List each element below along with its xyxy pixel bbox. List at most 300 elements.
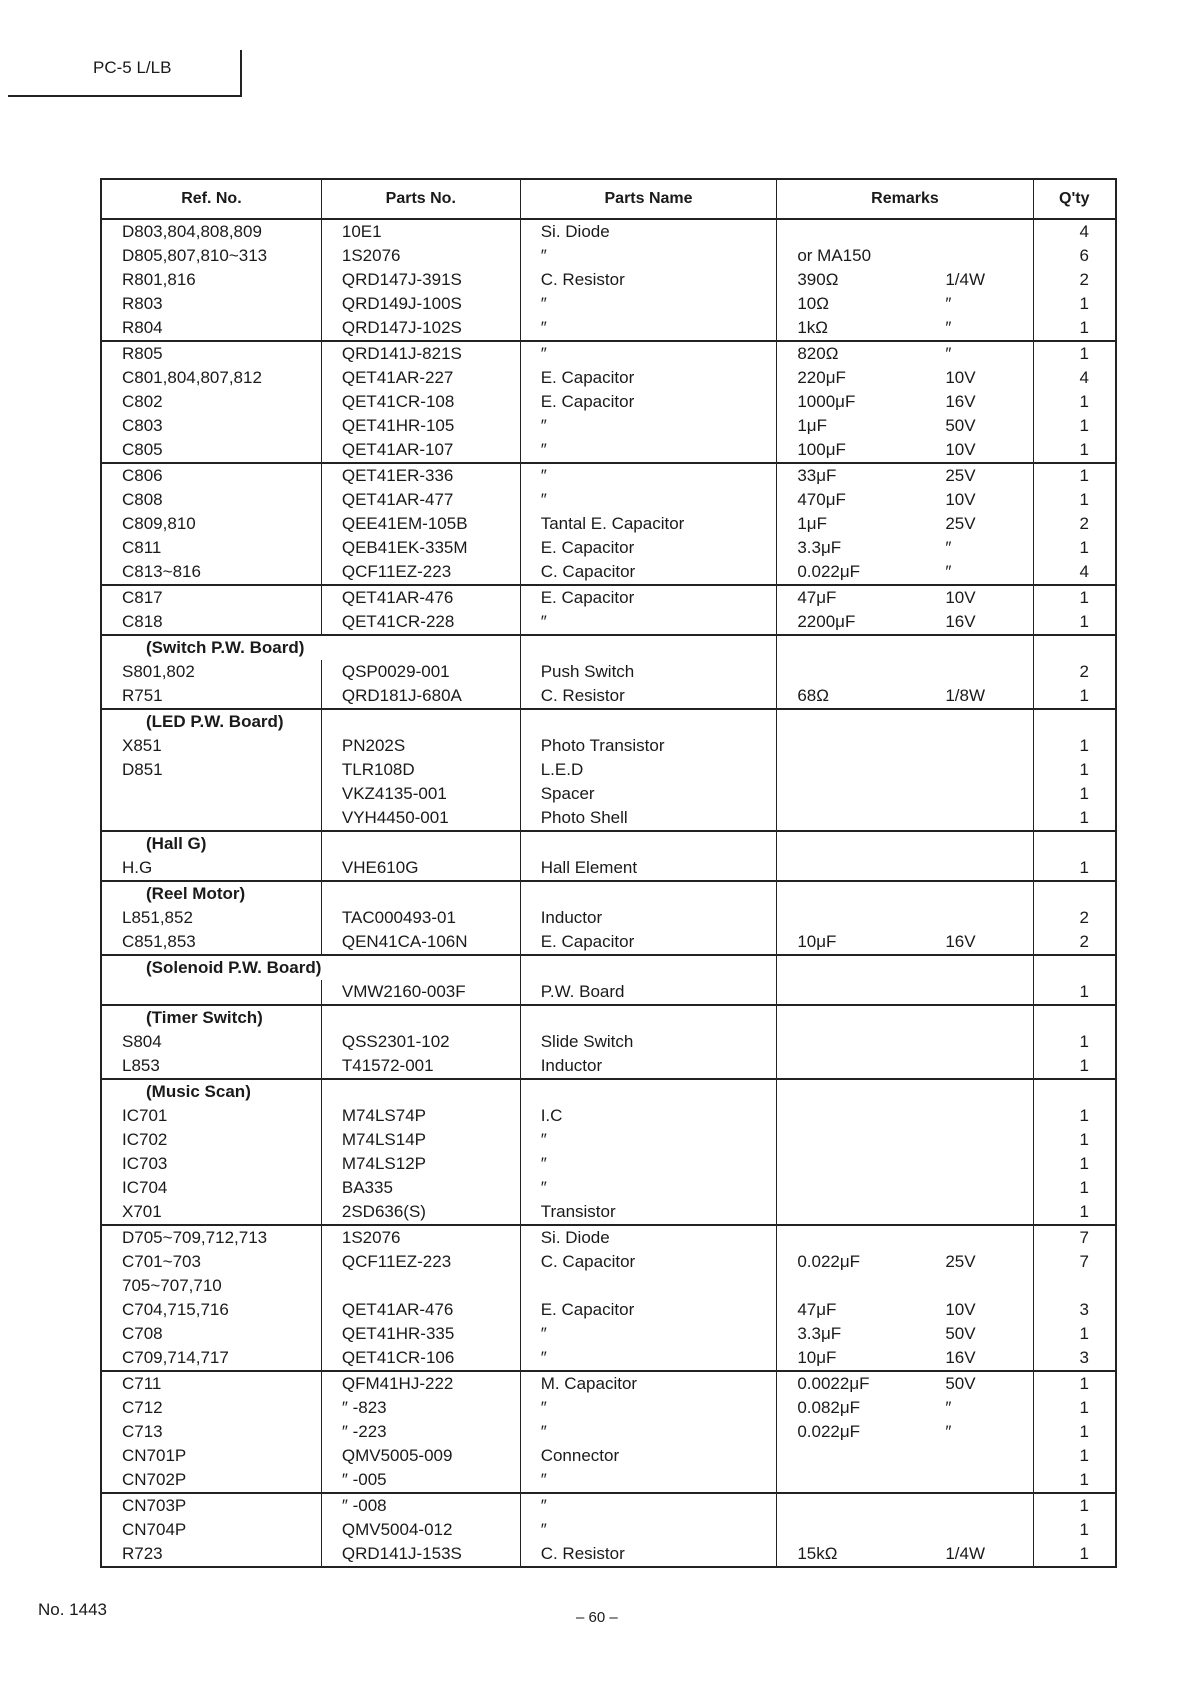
remarks-cell xyxy=(777,758,1033,782)
qty-cell xyxy=(1033,955,1116,980)
remarks-cell xyxy=(777,1322,1033,1346)
remarks-value: 0.0022μF xyxy=(797,1374,870,1393)
parts-no-cell: ″ -005 xyxy=(321,1468,520,1493)
ref-no-cell: H.G xyxy=(101,856,321,881)
remarks-cell xyxy=(777,268,1033,292)
remarks-spec: 50V xyxy=(945,416,976,435)
group-label: (Timer Switch) xyxy=(101,1005,321,1030)
ref-no-cell: C813~816 xyxy=(101,560,321,585)
parts-name-cell: ″ xyxy=(520,488,777,512)
qty-cell: 1 xyxy=(1033,414,1116,438)
parts-name-cell xyxy=(520,709,777,734)
parts-name-cell: Connector xyxy=(520,1444,777,1468)
table-row xyxy=(101,244,1116,268)
ref-no-cell: C809,810 xyxy=(101,512,321,536)
table-row xyxy=(101,366,1116,390)
qty-cell: 1 xyxy=(1033,856,1116,881)
parts-no-cell: QCF11EZ-223 xyxy=(321,560,520,585)
ref-no-cell: C817 xyxy=(101,585,321,610)
remarks-cell xyxy=(777,684,1033,709)
group-header-row xyxy=(101,635,1116,660)
qty-cell: 1 xyxy=(1033,1371,1116,1396)
remarks-cell xyxy=(777,1468,1033,1493)
parts-no-cell: TAC000493-01 xyxy=(321,906,520,930)
column-header-ref-no: Ref. No. xyxy=(101,179,321,219)
remarks-cell xyxy=(777,463,1033,488)
parts-no-cell: QET41CR-106 xyxy=(321,1346,520,1371)
remarks-cell xyxy=(777,856,1033,881)
group-label: (Switch P.W. Board) xyxy=(101,635,321,660)
qty-cell: 1 xyxy=(1033,1200,1116,1225)
table-row xyxy=(101,660,1116,684)
parts-name-cell xyxy=(520,881,777,906)
remarks-cell xyxy=(777,1152,1033,1176)
table-row xyxy=(101,1054,1116,1079)
model-label-box xyxy=(8,50,242,97)
remarks-spec: 10V xyxy=(945,588,976,607)
ref-no-cell: S801,802 xyxy=(101,660,321,684)
qty-cell: 1 xyxy=(1033,1444,1116,1468)
table-row xyxy=(101,1420,1116,1444)
qty-cell: 1 xyxy=(1033,438,1116,463)
parts-name-cell: C. Resistor xyxy=(520,1542,777,1567)
parts-no-cell: TLR108D xyxy=(321,758,520,782)
parts-name-cell: ″ xyxy=(520,316,777,341)
qty-cell: 4 xyxy=(1033,219,1116,244)
group-header-row xyxy=(101,1079,1116,1104)
qty-cell: 1 xyxy=(1033,316,1116,341)
table-row xyxy=(101,316,1116,341)
parts-no-cell: QET41CR-108 xyxy=(321,390,520,414)
parts-no-cell: VYH4450-001 xyxy=(321,806,520,831)
parts-name-cell: ″ xyxy=(520,414,777,438)
remarks-spec: 10V xyxy=(945,440,976,459)
parts-name-cell: Photo Transistor xyxy=(520,734,777,758)
qty-cell: 1 xyxy=(1033,292,1116,316)
parts-name-cell: ″ xyxy=(520,1420,777,1444)
qty-cell: 3 xyxy=(1033,1298,1116,1322)
qty-cell: 1 xyxy=(1033,1104,1116,1128)
remarks-cell xyxy=(777,414,1033,438)
remarks-cell xyxy=(777,782,1033,806)
remarks-cell xyxy=(777,536,1033,560)
parts-name-cell: C. Resistor xyxy=(520,684,777,709)
ref-no-cell: C704,715,716 xyxy=(101,1298,321,1322)
ref-no-cell: C711 xyxy=(101,1371,321,1396)
parts-name-cell: E. Capacitor xyxy=(520,585,777,610)
parts-name-cell: ″ xyxy=(520,1128,777,1152)
qty-cell xyxy=(1033,881,1116,906)
ref-no-cell: R751 xyxy=(101,684,321,709)
qty-cell: 2 xyxy=(1033,512,1116,536)
qty-cell: 1 xyxy=(1033,758,1116,782)
table-header-row xyxy=(101,179,1116,219)
remarks-cell xyxy=(777,734,1033,758)
ref-no-cell: C818 xyxy=(101,610,321,635)
remarks-cell xyxy=(777,610,1033,635)
parts-name-cell: ″ xyxy=(520,292,777,316)
ref-no-cell: IC701 xyxy=(101,1104,321,1128)
remarks-value: 100μF xyxy=(797,440,846,459)
qty-cell: 1 xyxy=(1033,1054,1116,1079)
table-row xyxy=(101,1176,1116,1200)
qty-cell: 6 xyxy=(1033,244,1116,268)
parts-name-cell: C. Resistor xyxy=(520,268,777,292)
remarks-spec: 50V xyxy=(945,1374,976,1393)
qty-cell: 1 xyxy=(1033,1030,1116,1054)
parts-no-cell: QET41AR-227 xyxy=(321,366,520,390)
parts-no-cell: QMV5005-009 xyxy=(321,1444,520,1468)
table-body xyxy=(101,219,1116,1567)
parts-no-cell: ″ -823 xyxy=(321,1396,520,1420)
remarks-value: 820Ω xyxy=(797,344,839,363)
remarks-cell xyxy=(777,1250,1033,1274)
parts-name-cell: Si. Diode xyxy=(520,219,777,244)
remarks-spec: 25V xyxy=(945,1252,976,1271)
parts-name-cell: E. Capacitor xyxy=(520,366,777,390)
ref-no-cell: C712 xyxy=(101,1396,321,1420)
ref-no-cell: C803 xyxy=(101,414,321,438)
remarks-cell xyxy=(777,585,1033,610)
qty-cell: 1 xyxy=(1033,1518,1116,1542)
remarks-cell xyxy=(777,906,1033,930)
qty-cell: 1 xyxy=(1033,1322,1116,1346)
table-row xyxy=(101,536,1116,560)
parts-no-cell xyxy=(321,881,520,906)
qty-cell: 1 xyxy=(1033,463,1116,488)
parts-no-cell: QET41HR-105 xyxy=(321,414,520,438)
qty-cell xyxy=(1033,1079,1116,1104)
table-row xyxy=(101,1152,1116,1176)
remarks-cell xyxy=(777,219,1033,244)
table-row xyxy=(101,758,1116,782)
parts-no-cell: 1S2076 xyxy=(321,244,520,268)
remarks-value: 47μF xyxy=(797,1300,837,1319)
parts-name-cell: Photo Shell xyxy=(520,806,777,831)
remarks-value: 10μF xyxy=(797,932,837,951)
parts-no-cell: QCF11EZ-223 xyxy=(321,1250,520,1274)
parts-no-cell: QET41HR-335 xyxy=(321,1322,520,1346)
parts-name-cell: C. Capacitor xyxy=(520,1250,777,1274)
ref-no-cell: D705~709,712,713 xyxy=(101,1225,321,1250)
table-row xyxy=(101,1468,1116,1493)
remarks-spec: 10V xyxy=(945,490,976,509)
parts-no-cell: QRD147J-391S xyxy=(321,268,520,292)
ref-no-cell: CN701P xyxy=(101,1444,321,1468)
parts-name-cell: E. Capacitor xyxy=(520,536,777,560)
ref-no-cell: CN703P xyxy=(101,1493,321,1518)
table-row xyxy=(101,1493,1116,1518)
parts-no-cell: ″ -008 xyxy=(321,1493,520,1518)
parts-name-cell xyxy=(520,955,777,980)
table-row xyxy=(101,906,1116,930)
parts-name-cell: ″ xyxy=(520,1493,777,1518)
qty-cell: 1 xyxy=(1033,341,1116,366)
ref-no-cell: R805 xyxy=(101,341,321,366)
parts-no-cell: 2SD636(S) xyxy=(321,1200,520,1225)
remarks-cell xyxy=(777,390,1033,414)
ref-no-cell: X701 xyxy=(101,1200,321,1225)
parts-name-cell: ″ xyxy=(520,1322,777,1346)
remarks-value: 220μF xyxy=(797,368,846,387)
parts-name-cell: E. Capacitor xyxy=(520,930,777,955)
table-row xyxy=(101,1542,1116,1567)
remarks-value: 0.022μF xyxy=(797,1252,861,1271)
parts-name-cell: ″ xyxy=(520,1396,777,1420)
parts-no-cell: QRD141J-153S xyxy=(321,1542,520,1567)
ref-no-cell xyxy=(101,806,321,831)
remarks-value: 3.3μF xyxy=(797,1324,842,1343)
remarks-cell xyxy=(777,1005,1033,1030)
parts-no-cell: M74LS74P xyxy=(321,1104,520,1128)
table-row xyxy=(101,684,1116,709)
remarks-cell xyxy=(777,1542,1033,1567)
qty-cell: 1 xyxy=(1033,1420,1116,1444)
remarks-cell xyxy=(777,1298,1033,1322)
table-row xyxy=(101,1444,1116,1468)
ref-no-cell: L853 xyxy=(101,1054,321,1079)
table-row xyxy=(101,463,1116,488)
group-header-row xyxy=(101,881,1116,906)
remarks-cell xyxy=(777,980,1033,1005)
ref-no-cell: C808 xyxy=(101,488,321,512)
group-label: (Music Scan) xyxy=(101,1079,321,1104)
parts-no-cell xyxy=(321,831,520,856)
remarks-value: 1μF xyxy=(797,416,827,435)
parts-no-cell: QRD141J-821S xyxy=(321,341,520,366)
remarks-cell xyxy=(777,1396,1033,1420)
parts-name-cell: Spacer xyxy=(520,782,777,806)
parts-name-cell: Push Switch xyxy=(520,660,777,684)
parts-name-cell: E. Capacitor xyxy=(520,390,777,414)
table-row xyxy=(101,930,1116,955)
table-row xyxy=(101,806,1116,831)
group-header-row xyxy=(101,831,1116,856)
qty-cell: 1 xyxy=(1033,488,1116,512)
remarks-cell xyxy=(777,1444,1033,1468)
remarks-value: 470μF xyxy=(797,490,846,509)
remarks-value: 0.022μF xyxy=(797,1422,861,1441)
remarks-spec: ″ xyxy=(945,344,952,363)
ref-no-cell: CN702P xyxy=(101,1468,321,1493)
parts-no-cell: M74LS12P xyxy=(321,1152,520,1176)
parts-no-cell: T41572-001 xyxy=(321,1054,520,1079)
table-row xyxy=(101,1518,1116,1542)
remarks-value: 390Ω xyxy=(797,270,839,289)
ref-no-cell: R804 xyxy=(101,316,321,341)
ref-no-cell: S804 xyxy=(101,1030,321,1054)
table-row xyxy=(101,1030,1116,1054)
remarks-cell xyxy=(777,292,1033,316)
table-row xyxy=(101,268,1116,292)
parts-name-cell xyxy=(520,1274,777,1298)
remarks-spec: 25V xyxy=(945,514,976,533)
ref-no-cell: D803,804,808,809 xyxy=(101,219,321,244)
parts-name-cell: E. Capacitor xyxy=(520,1298,777,1322)
ref-no-cell: C713 xyxy=(101,1420,321,1444)
column-header-remarks: Remarks xyxy=(777,179,1033,219)
table-row xyxy=(101,1396,1116,1420)
column-header-parts-name: Parts Name xyxy=(520,179,777,219)
parts-no-cell: QFM41HJ-222 xyxy=(321,1371,520,1396)
parts-name-cell: Slide Switch xyxy=(520,1030,777,1054)
ref-no-cell: CN704P xyxy=(101,1518,321,1542)
remarks-value: 2200μF xyxy=(797,612,856,631)
column-header-parts-no: Parts No. xyxy=(321,179,520,219)
table-row xyxy=(101,1128,1116,1152)
remarks-spec: ″ xyxy=(945,538,952,557)
parts-no-cell: QSP0029-001 xyxy=(321,660,520,684)
parts-no-cell: QEE41EM-105B xyxy=(321,512,520,536)
remarks-cell xyxy=(777,930,1033,955)
ref-no-cell: X851 xyxy=(101,734,321,758)
qty-cell: 1 xyxy=(1033,806,1116,831)
table-row xyxy=(101,1274,1116,1298)
ref-no-cell: R803 xyxy=(101,292,321,316)
table-row xyxy=(101,1250,1116,1274)
parts-name-cell: ″ xyxy=(520,1152,777,1176)
parts-no-cell: QET41AR-477 xyxy=(321,488,520,512)
ref-no-cell: D851 xyxy=(101,758,321,782)
remarks-cell xyxy=(777,1176,1033,1200)
remarks-cell xyxy=(777,1200,1033,1225)
table-row xyxy=(101,1104,1116,1128)
qty-cell: 2 xyxy=(1033,268,1116,292)
remarks-cell xyxy=(777,1518,1033,1542)
table-row xyxy=(101,390,1116,414)
parts-no-cell: QET41ER-336 xyxy=(321,463,520,488)
ref-no-cell: C811 xyxy=(101,536,321,560)
parts-name-cell: Transistor xyxy=(520,1200,777,1225)
table-row xyxy=(101,219,1116,244)
remarks-cell xyxy=(777,316,1033,341)
remarks-value: 10Ω xyxy=(797,294,829,313)
qty-cell xyxy=(1033,831,1116,856)
qty-cell: 2 xyxy=(1033,930,1116,955)
parts-name-cell: ″ xyxy=(520,1468,777,1493)
parts-no-cell: QMV5004-012 xyxy=(321,1518,520,1542)
remarks-value: 33μF xyxy=(797,466,837,485)
remarks-spec: ″ xyxy=(945,318,952,337)
parts-name-cell: Hall Element xyxy=(520,856,777,881)
remarks-cell xyxy=(777,1420,1033,1444)
remarks-value: 0.082μF xyxy=(797,1398,861,1417)
remarks-cell xyxy=(777,709,1033,734)
parts-no-cell: QRD149J-100S xyxy=(321,292,520,316)
qty-cell: 1 xyxy=(1033,1542,1116,1567)
remarks-cell xyxy=(777,244,1033,268)
remarks-spec: ″ xyxy=(945,294,952,313)
group-header-row xyxy=(101,709,1116,734)
qty-cell xyxy=(1033,1005,1116,1030)
parts-no-cell: QET41AR-476 xyxy=(321,1298,520,1322)
remarks-cell xyxy=(777,438,1033,463)
parts-no-cell: ″ -223 xyxy=(321,1420,520,1444)
qty-cell: 7 xyxy=(1033,1225,1116,1250)
qty-cell: 1 xyxy=(1033,1493,1116,1518)
remarks-cell xyxy=(777,1225,1033,1250)
qty-cell: 2 xyxy=(1033,660,1116,684)
qty-cell: 1 xyxy=(1033,536,1116,560)
parts-no-cell: QRD147J-102S xyxy=(321,316,520,341)
ref-no-cell xyxy=(101,980,321,1005)
table-row xyxy=(101,856,1116,881)
table-row xyxy=(101,1225,1116,1250)
parts-no-cell: QEN41CA-106N xyxy=(321,930,520,955)
qty-cell: 1 xyxy=(1033,684,1116,709)
table-row xyxy=(101,734,1116,758)
qty-cell: 1 xyxy=(1033,1396,1116,1420)
ref-no-cell: C802 xyxy=(101,390,321,414)
parts-no-cell: QSS2301-102 xyxy=(321,1030,520,1054)
parts-name-cell: Si. Diode xyxy=(520,1225,777,1250)
remarks-cell xyxy=(777,955,1033,980)
ref-no-cell: C701~703 xyxy=(101,1250,321,1274)
remarks-cell xyxy=(777,1104,1033,1128)
remarks-spec: 10V xyxy=(945,1300,976,1319)
remarks-cell xyxy=(777,1346,1033,1371)
table-row xyxy=(101,1298,1116,1322)
column-header-qty: Q'ty xyxy=(1033,179,1116,219)
qty-cell: 1 xyxy=(1033,1468,1116,1493)
group-label: (LED P.W. Board) xyxy=(101,709,321,734)
ref-no-cell: C805 xyxy=(101,438,321,463)
ref-no-cell: R801,816 xyxy=(101,268,321,292)
table-row xyxy=(101,585,1116,610)
parts-name-cell: ″ xyxy=(520,244,777,268)
remarks-value: or MA150 xyxy=(797,246,872,265)
table-row xyxy=(101,438,1116,463)
ref-no-cell: L851,852 xyxy=(101,906,321,930)
group-label: (Reel Motor) xyxy=(101,881,321,906)
remarks-value: 3.3μF xyxy=(797,538,842,557)
model-label: PC-5 L/LB xyxy=(93,58,172,77)
remarks-spec: ″ xyxy=(945,1422,952,1441)
parts-no-cell: QEB41EK-335M xyxy=(321,536,520,560)
parts-no-cell xyxy=(321,1274,520,1298)
qty-cell: 1 xyxy=(1033,585,1116,610)
parts-name-cell xyxy=(520,1005,777,1030)
parts-name-cell: Tantal E. Capacitor xyxy=(520,512,777,536)
qty-cell: 1 xyxy=(1033,610,1116,635)
parts-no-cell: BA335 xyxy=(321,1176,520,1200)
qty-cell: 1 xyxy=(1033,1176,1116,1200)
remarks-spec: 16V xyxy=(945,612,976,631)
remarks-cell xyxy=(777,1079,1033,1104)
qty-cell xyxy=(1033,1274,1116,1298)
remarks-cell xyxy=(777,1371,1033,1396)
remarks-value: 0.022μF xyxy=(797,562,861,581)
remarks-value: 1kΩ xyxy=(797,318,829,337)
remarks-value: 1μF xyxy=(797,514,827,533)
ref-no-cell: R723 xyxy=(101,1542,321,1567)
group-header-row xyxy=(101,955,1116,980)
parts-name-cell: P.W. Board xyxy=(520,980,777,1005)
group-label: (Hall G) xyxy=(101,831,321,856)
table-row xyxy=(101,292,1116,316)
parts-name-cell: ″ xyxy=(520,1176,777,1200)
remarks-spec: 25V xyxy=(945,466,976,485)
ref-no-cell: C709,714,717 xyxy=(101,1346,321,1371)
remarks-cell xyxy=(777,366,1033,390)
remarks-cell xyxy=(777,1054,1033,1079)
remarks-spec: 50V xyxy=(945,1324,976,1343)
table-row xyxy=(101,488,1116,512)
remarks-cell xyxy=(777,635,1033,660)
ref-no-cell: 705~707,710 xyxy=(101,1274,321,1298)
parts-no-cell xyxy=(321,635,520,660)
qty-cell: 1 xyxy=(1033,390,1116,414)
